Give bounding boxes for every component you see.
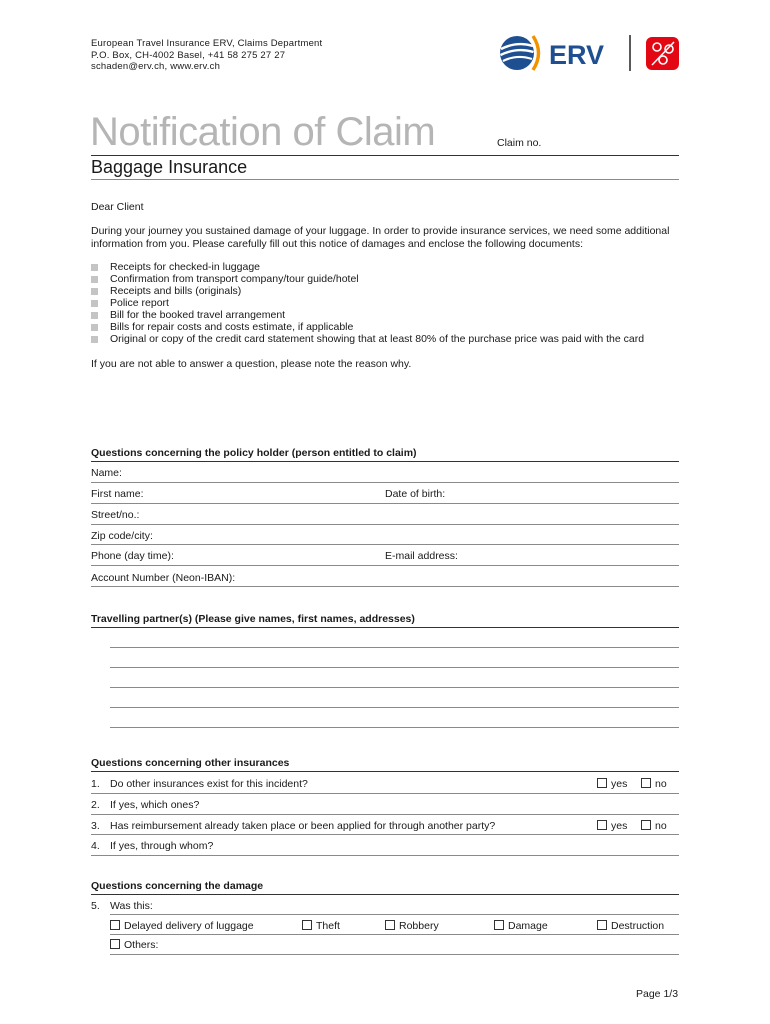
partner-logo-icon bbox=[646, 37, 679, 70]
robbery-checkbox[interactable] bbox=[385, 920, 439, 932]
checkbox-icon[interactable] bbox=[494, 920, 504, 930]
name-field[interactable]: Name: bbox=[91, 467, 122, 479]
field-rule bbox=[91, 793, 679, 794]
address-line: European Travel Insurance ERV, Claims Department bbox=[91, 38, 323, 49]
field-rule bbox=[91, 524, 679, 525]
checkbox-icon[interactable] bbox=[110, 920, 120, 930]
others-checkbox[interactable] bbox=[110, 939, 158, 951]
question-text[interactable]: If yes, through whom? bbox=[110, 840, 214, 852]
street-field[interactable]: Street/no.: bbox=[91, 509, 140, 521]
travel-partner-line[interactable] bbox=[110, 727, 679, 728]
first-name-field[interactable]: First name: bbox=[91, 488, 144, 500]
address-line: schaden@erv.ch, www.erv.ch bbox=[91, 61, 221, 72]
question-number: 2. bbox=[91, 799, 100, 811]
checkbox-icon[interactable] bbox=[597, 920, 607, 930]
checkbox-label: yes bbox=[611, 820, 628, 832]
field-rule bbox=[91, 855, 679, 856]
phone-field[interactable]: Phone (day time): bbox=[91, 550, 174, 562]
section-rule bbox=[91, 894, 679, 895]
instruction-note: If you are not able to answer a question, please note the reason why. bbox=[91, 358, 412, 370]
checkbox-label: Theft bbox=[316, 920, 340, 932]
question-number: 4. bbox=[91, 840, 100, 852]
bullet-icon bbox=[91, 288, 98, 295]
section-rule bbox=[91, 771, 679, 772]
question-text: Has reimbursement already taken place or been applied for through another party? bbox=[110, 820, 496, 832]
no-checkbox[interactable] bbox=[641, 820, 667, 832]
email-field[interactable]: E-mail address: bbox=[385, 550, 458, 562]
document-item: Receipts and bills (originals) bbox=[110, 285, 242, 297]
no-checkbox[interactable] bbox=[641, 778, 667, 790]
destruction-checkbox[interactable] bbox=[597, 920, 664, 932]
question-text: Do other insurances exist for this incident? bbox=[110, 778, 308, 790]
section-rule bbox=[91, 461, 679, 462]
claim-no-label: Claim no. bbox=[497, 137, 542, 149]
yes-checkbox[interactable] bbox=[597, 778, 627, 790]
damage-heading: Questions concerning the damage bbox=[91, 880, 264, 892]
question-number: 5. bbox=[91, 900, 100, 912]
checkbox-icon[interactable] bbox=[641, 778, 651, 788]
theft-checkbox[interactable] bbox=[302, 920, 340, 932]
subtitle-rule bbox=[91, 179, 679, 180]
sender-address bbox=[91, 38, 411, 73]
bullet-icon bbox=[91, 276, 98, 283]
damage-checkbox[interactable] bbox=[494, 920, 548, 932]
checkbox-label: no bbox=[655, 820, 667, 832]
travel-partner-line[interactable] bbox=[110, 707, 679, 708]
document-item: Original or copy of the credit card statement showing that at least 80% of the purchase price was paid with the card bbox=[110, 333, 645, 345]
erv-globe-icon bbox=[500, 36, 539, 70]
address-line: P.O. Box, CH-4002 Basel, +41 58 275 27 27 bbox=[91, 49, 286, 61]
document-item: Bills for repair costs and costs estimate, if applicable bbox=[110, 321, 354, 333]
field-rule bbox=[110, 914, 679, 915]
checkbox-label: Robbery bbox=[399, 920, 439, 932]
field-rule bbox=[91, 503, 679, 504]
checkbox-icon[interactable] bbox=[641, 820, 651, 830]
travel-partner-line[interactable] bbox=[110, 667, 679, 668]
document-item: Police report bbox=[110, 297, 169, 309]
bullet-icon bbox=[91, 300, 98, 307]
section-rule bbox=[91, 627, 679, 628]
policy-holder-heading: Questions concerning the policy holder (person entitled to claim) bbox=[91, 447, 417, 459]
page-number: Page 1/3 bbox=[636, 988, 679, 1000]
document-title: Notification of Claim bbox=[90, 110, 436, 154]
document-item: Confirmation from transport company/tour guide/hotel bbox=[110, 273, 359, 285]
checkbox-label: yes bbox=[611, 778, 628, 790]
bullet-icon bbox=[91, 264, 98, 271]
intro-paragraph: During your journey you sustained damage of your luggage. In order to provide insurance services, we need some additional information from you. Please carefully fill out this notice of damages and enclose the following documents: bbox=[91, 225, 670, 250]
field-rule bbox=[91, 544, 679, 545]
checkbox-icon[interactable] bbox=[385, 920, 395, 930]
document-subtitle: Baggage Insurance bbox=[91, 157, 248, 177]
erv-logo bbox=[497, 33, 682, 73]
question-number: 1. bbox=[91, 778, 100, 790]
question-number: 3. bbox=[91, 820, 100, 832]
zip-city-field[interactable]: Zip code/city: bbox=[91, 530, 153, 542]
document-item: Bill for the booked travel arrangement bbox=[110, 309, 286, 321]
question-text: Was this: bbox=[110, 900, 153, 912]
bullet-icon bbox=[91, 336, 98, 343]
greeting: Dear Client bbox=[91, 201, 144, 213]
checkbox-icon[interactable] bbox=[597, 820, 607, 830]
document-item: Receipts for checked-in luggage bbox=[110, 261, 261, 273]
checkbox-icon[interactable] bbox=[110, 939, 120, 949]
checkbox-label: Damage bbox=[508, 920, 548, 932]
travel-partner-line[interactable] bbox=[110, 687, 679, 688]
account-number-field[interactable]: Account Number (Neon-IBAN): bbox=[91, 572, 236, 584]
checkbox-label: Delayed delivery of luggage bbox=[124, 920, 254, 932]
yes-checkbox[interactable] bbox=[597, 820, 627, 832]
travel-partner-line[interactable] bbox=[110, 647, 679, 648]
logo-text: ERV bbox=[549, 40, 605, 70]
date-of-birth-field[interactable]: Date of birth: bbox=[385, 488, 446, 500]
field-rule bbox=[91, 834, 679, 835]
field-rule bbox=[91, 814, 679, 815]
travel-partners-heading: Travelling partner(s) (Please give names, first names, addresses) bbox=[91, 613, 415, 625]
field-rule bbox=[91, 482, 679, 483]
checkbox-label: Others: bbox=[124, 939, 159, 951]
field-rule bbox=[91, 586, 679, 587]
bullet-icon bbox=[91, 312, 98, 319]
other-insurances-heading: Questions concerning other insurances bbox=[91, 757, 290, 769]
field-rule bbox=[110, 934, 679, 935]
field-rule bbox=[110, 954, 679, 955]
bullet-icon bbox=[91, 324, 98, 331]
delayed-delivery-checkbox[interactable] bbox=[110, 920, 254, 932]
checkbox-icon[interactable] bbox=[302, 920, 312, 930]
checkbox-icon[interactable] bbox=[597, 778, 607, 788]
question-text[interactable]: If yes, which ones? bbox=[110, 799, 200, 811]
checkbox-label: Destruction bbox=[611, 920, 665, 932]
field-rule bbox=[91, 565, 679, 566]
checkbox-label: no bbox=[655, 778, 667, 790]
